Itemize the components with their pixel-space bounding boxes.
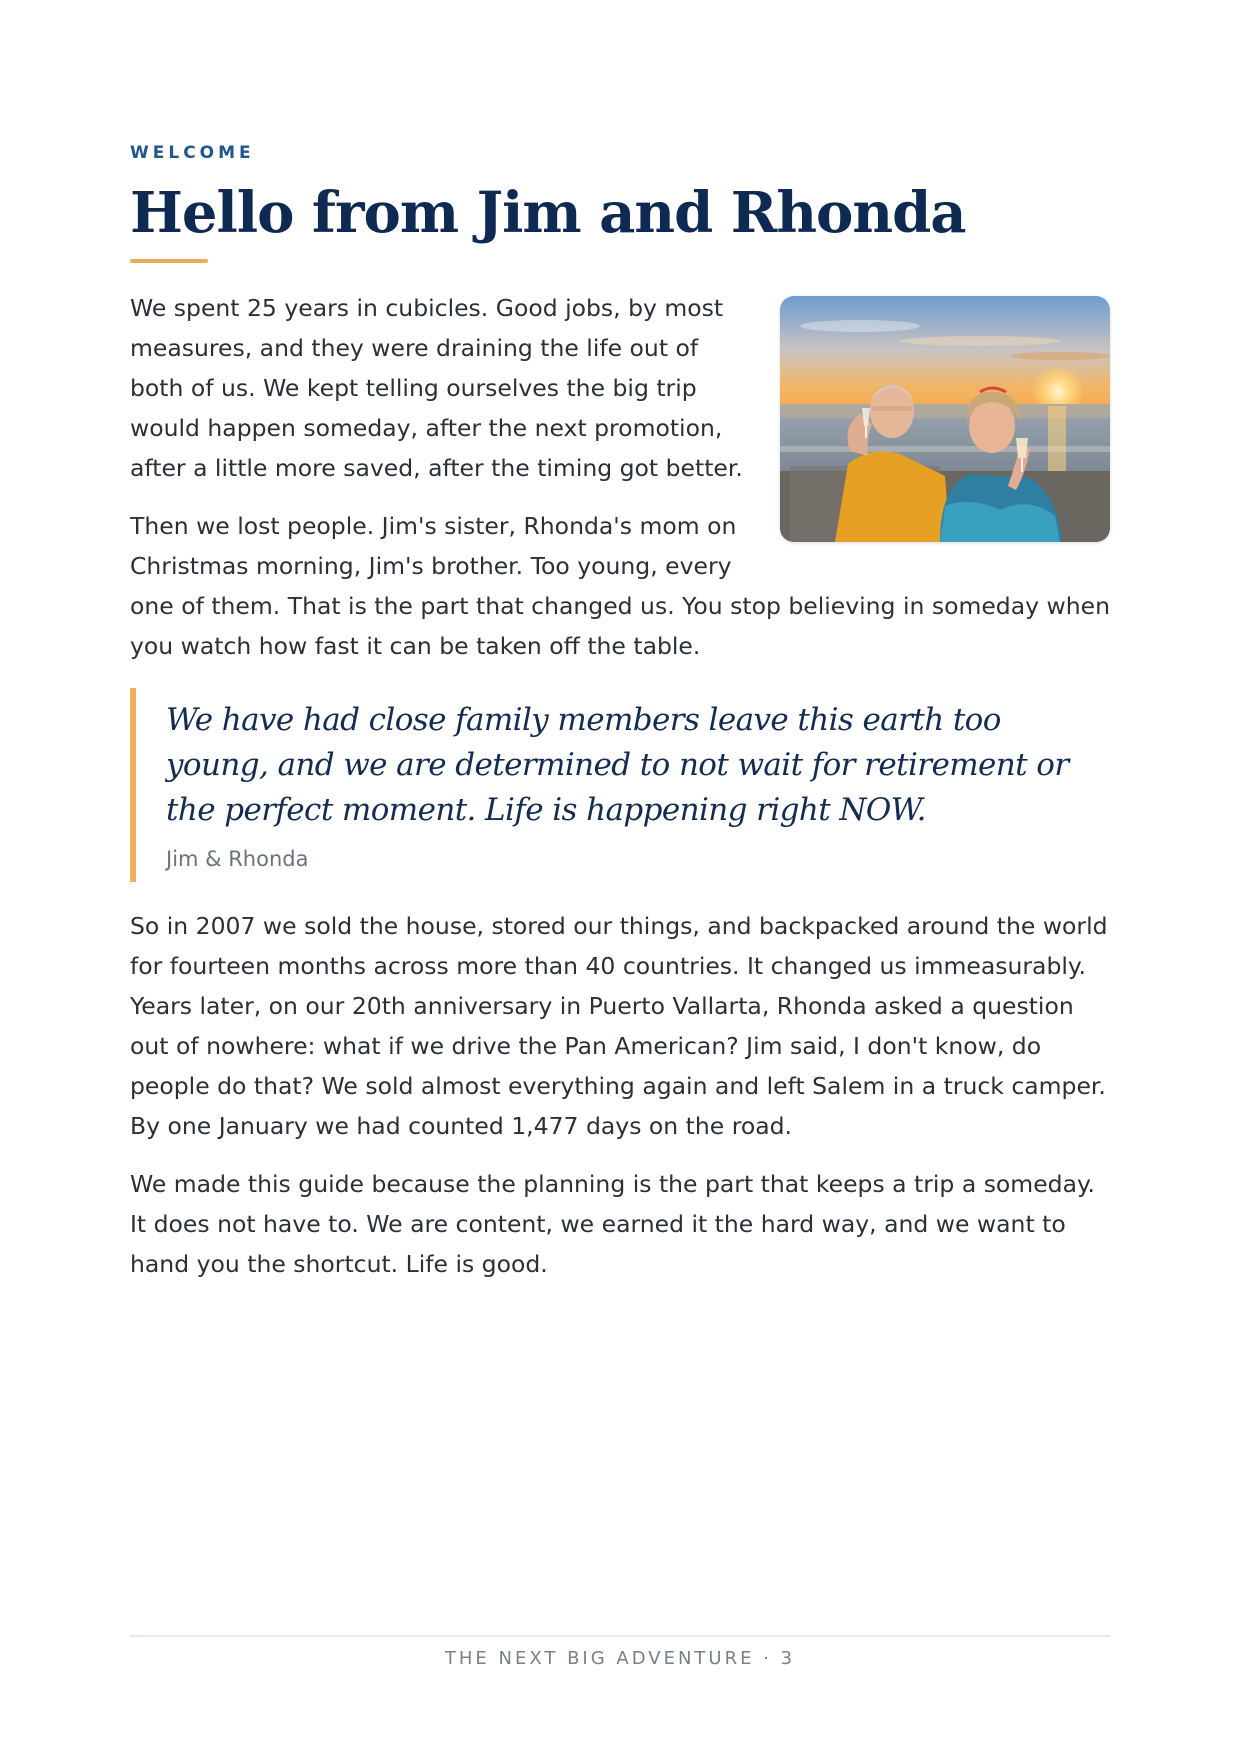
pull-quote bbox=[130, 688, 1110, 882]
section-eyebrow: WELCOME bbox=[130, 143, 255, 163]
intro-paragraph-1: We spent 25 years in cubicles. Good jobs, by most measures, and they were draining the life out of both of us. We kept telling ourselves the big trip would happen someday, after the next promotion, after a little more saved, after the timing got better. bbox=[130, 294, 743, 482]
footer-page-label: THE NEXT BIG ADVENTURE · 3 bbox=[444, 1648, 796, 1669]
intro-section bbox=[130, 288, 1110, 684]
pull-quote-text: We have had close family members leave this earth too young, and we are determined to not wait for retirement or the perfect moment. Life is happening right NOW. bbox=[166, 702, 1069, 828]
story-section bbox=[130, 906, 1110, 1302]
story-paragraph-2: We made this guide because the planning is the part that keeps a trip a someday. It does not have to. We are content, we earned it the hard way, and we want to hand you the shortcut. Life is good. bbox=[130, 1170, 1096, 1278]
footer-divider bbox=[130, 1635, 1110, 1637]
intro-paragraph-2: Then we lost people. Jim's sister, Rhonda's mom on Christmas morning, Jim's brother. Too young, every one of them. That is the part that changed us. You stop believing in someday when you watch how fast it can be taken off the table. bbox=[130, 512, 1110, 660]
title-accent-rule bbox=[130, 259, 208, 263]
story-paragraph-1: So in 2007 we sold the house, stored our things, and backpacked around the world for fourteen months across more than 40 countries. It changed us immeasurably. Years later, on our 20th anniversary in Puerto Vallarta, Rhonda asked a question out of nowhere: what if we drive the Pan American? Jim said, I don't know, do people do that? We sold almost everything again and left Salem in a truck camper. By one January we had counted 1,477 days on the road. bbox=[130, 912, 1108, 1140]
photo-couple-beach-sunset bbox=[780, 296, 1110, 542]
pull-quote-attribution: Jim & Rhonda bbox=[166, 847, 309, 871]
page-title: Hello from Jim and Rhonda bbox=[130, 180, 966, 246]
